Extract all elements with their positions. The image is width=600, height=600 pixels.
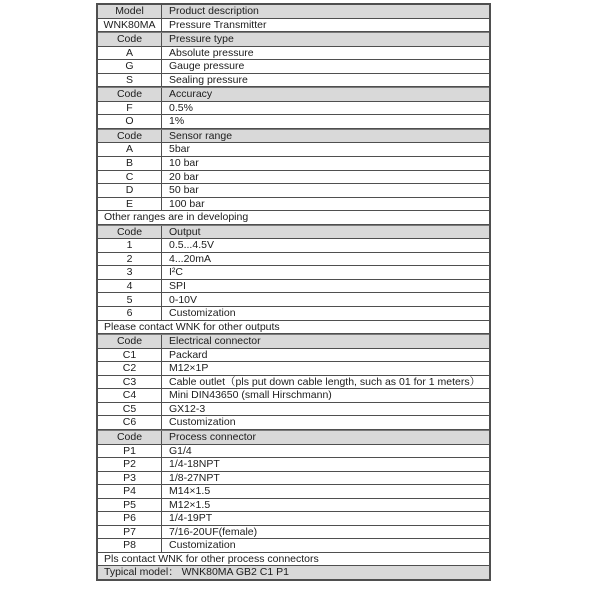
ordering-guide-table: [96, 3, 491, 581]
code-cell: O: [98, 115, 162, 128]
code-cell: D: [98, 184, 162, 197]
code-cell: Code: [98, 130, 162, 143]
description-cell: 5bar: [169, 143, 191, 156]
table-row: [98, 143, 489, 157]
table-row: [98, 115, 489, 129]
table-row: [98, 526, 489, 540]
description-cell: Gauge pressure: [169, 60, 245, 73]
table-row: [98, 499, 489, 513]
description-cell: Absolute pressure: [169, 46, 254, 59]
description-cell: 0-10V: [169, 293, 198, 306]
description-cell: Sealing pressure: [169, 73, 248, 86]
description-cell: Packard: [169, 348, 208, 361]
description-cell: 0.5...4.5V: [169, 239, 214, 252]
code-cell: P6: [98, 512, 162, 525]
description-cell: 50 bar: [169, 184, 199, 197]
table-note-row: [98, 553, 489, 567]
table-row: [98, 47, 489, 61]
table-row: [98, 485, 489, 499]
code-cell: C2: [98, 362, 162, 375]
table-row: [98, 157, 489, 171]
table-row: [98, 102, 489, 116]
description-cell: Output: [169, 225, 201, 238]
table-row: [98, 74, 489, 88]
code-cell: C5: [98, 403, 162, 416]
table-row: [98, 293, 489, 307]
code-cell: C: [98, 171, 162, 184]
full-width-cell: Please contact WNK for other outputs: [104, 320, 280, 333]
code-cell: Model: [98, 5, 162, 18]
typical-model-row: [98, 566, 489, 579]
table-row: [98, 472, 489, 486]
table-row: [98, 19, 489, 33]
code-cell: P5: [98, 499, 162, 512]
code-cell: Code: [98, 33, 162, 46]
description-cell: 1/8-27NPT: [169, 471, 220, 484]
description-cell: SPI: [169, 279, 186, 292]
description-cell: Customization: [169, 539, 236, 552]
description-cell: 1/4-19PT: [169, 512, 213, 525]
table-row: [98, 184, 489, 198]
description-cell: 20 bar: [169, 170, 199, 183]
description-cell: Sensor range: [169, 129, 233, 142]
table-section-header-row: [98, 32, 489, 47]
code-cell: P3: [98, 472, 162, 485]
code-cell: C3: [98, 376, 162, 389]
table-row: [98, 376, 489, 390]
description-cell: Accuracy: [169, 88, 213, 101]
description-cell: Mini DIN43650 (small Hirschmann): [169, 389, 332, 402]
code-cell: 6: [98, 307, 162, 320]
full-width-cell: Typical model： WNK80MA GB2 C1 P1: [104, 566, 289, 579]
table-row: [98, 445, 489, 459]
table-row: [98, 349, 489, 363]
table-section-header-row: [98, 129, 489, 144]
description-cell: M14×1.5: [169, 485, 211, 498]
code-cell: Code: [98, 431, 162, 444]
table-note-row: [98, 211, 489, 225]
description-cell: 1/4-18NPT: [169, 458, 220, 471]
full-width-cell: Other ranges are in developing: [104, 211, 249, 224]
table-section-header-row: [98, 5, 489, 19]
code-cell: P8: [98, 539, 162, 552]
table-row: [98, 253, 489, 267]
table-row: [98, 60, 489, 74]
table-row: [98, 171, 489, 185]
code-cell: WNK80MA: [98, 19, 162, 32]
description-cell: 7/16-20UF(female): [169, 525, 258, 538]
code-cell: Code: [98, 226, 162, 239]
table-row: [98, 198, 489, 212]
code-cell: C6: [98, 416, 162, 429]
code-cell: E: [98, 198, 162, 211]
description-cell: Customization: [169, 416, 236, 429]
description-cell: M12×1P: [169, 362, 209, 375]
description-cell: Pressure type: [169, 33, 234, 46]
description-cell: GX12-3: [169, 402, 206, 415]
table-row: [98, 403, 489, 417]
code-cell: 3: [98, 266, 162, 279]
code-cell: P2: [98, 458, 162, 471]
description-cell: Pressure Transmitter: [169, 18, 267, 31]
code-cell: P4: [98, 485, 162, 498]
table-row: [98, 539, 489, 553]
code-cell: 2: [98, 253, 162, 266]
description-cell: I²C: [169, 266, 183, 279]
description-cell: 0.5%: [169, 101, 193, 114]
code-cell: A: [98, 47, 162, 60]
full-width-cell: Pls contact WNK for other process connectors: [104, 552, 319, 565]
code-cell: C1: [98, 349, 162, 362]
table-row: [98, 307, 489, 321]
description-cell: Cable outlet（pls put down cable length, such as 01 for 1 meters）: [169, 375, 481, 388]
table-row: [98, 512, 489, 526]
description-cell: Electrical connector: [169, 335, 261, 348]
description-cell: 1%: [169, 115, 185, 128]
code-cell: P1: [98, 445, 162, 458]
table-row: [98, 389, 489, 403]
description-cell: Customization: [169, 307, 236, 320]
table-row: [98, 239, 489, 253]
table-row: [98, 280, 489, 294]
table-section-header-row: [98, 225, 489, 240]
code-cell: 1: [98, 239, 162, 252]
code-cell: C4: [98, 389, 162, 402]
description-cell: 100 bar: [169, 197, 205, 210]
description-cell: M12×1.5: [169, 498, 211, 511]
table-row: [98, 416, 489, 430]
table-row: [98, 266, 489, 280]
table-section-header-row: [98, 334, 489, 349]
description-cell: Product description: [169, 5, 259, 18]
description-cell: G1/4: [169, 444, 192, 457]
code-cell: F: [98, 102, 162, 115]
table-row: [98, 362, 489, 376]
code-cell: Code: [98, 335, 162, 348]
description-cell: Process connector: [169, 430, 256, 443]
description-cell: 4...20mA: [169, 252, 212, 265]
code-cell: S: [98, 74, 162, 87]
code-cell: A: [98, 143, 162, 156]
code-cell: Code: [98, 88, 162, 101]
description-cell: 10 bar: [169, 157, 199, 170]
table-section-header-row: [98, 87, 489, 102]
code-cell: G: [98, 60, 162, 73]
code-cell: B: [98, 157, 162, 170]
code-cell: 4: [98, 280, 162, 293]
table-note-row: [98, 321, 489, 335]
table-section-header-row: [98, 430, 489, 445]
code-cell: P7: [98, 526, 162, 539]
table-row: [98, 458, 489, 472]
code-cell: 5: [98, 293, 162, 306]
